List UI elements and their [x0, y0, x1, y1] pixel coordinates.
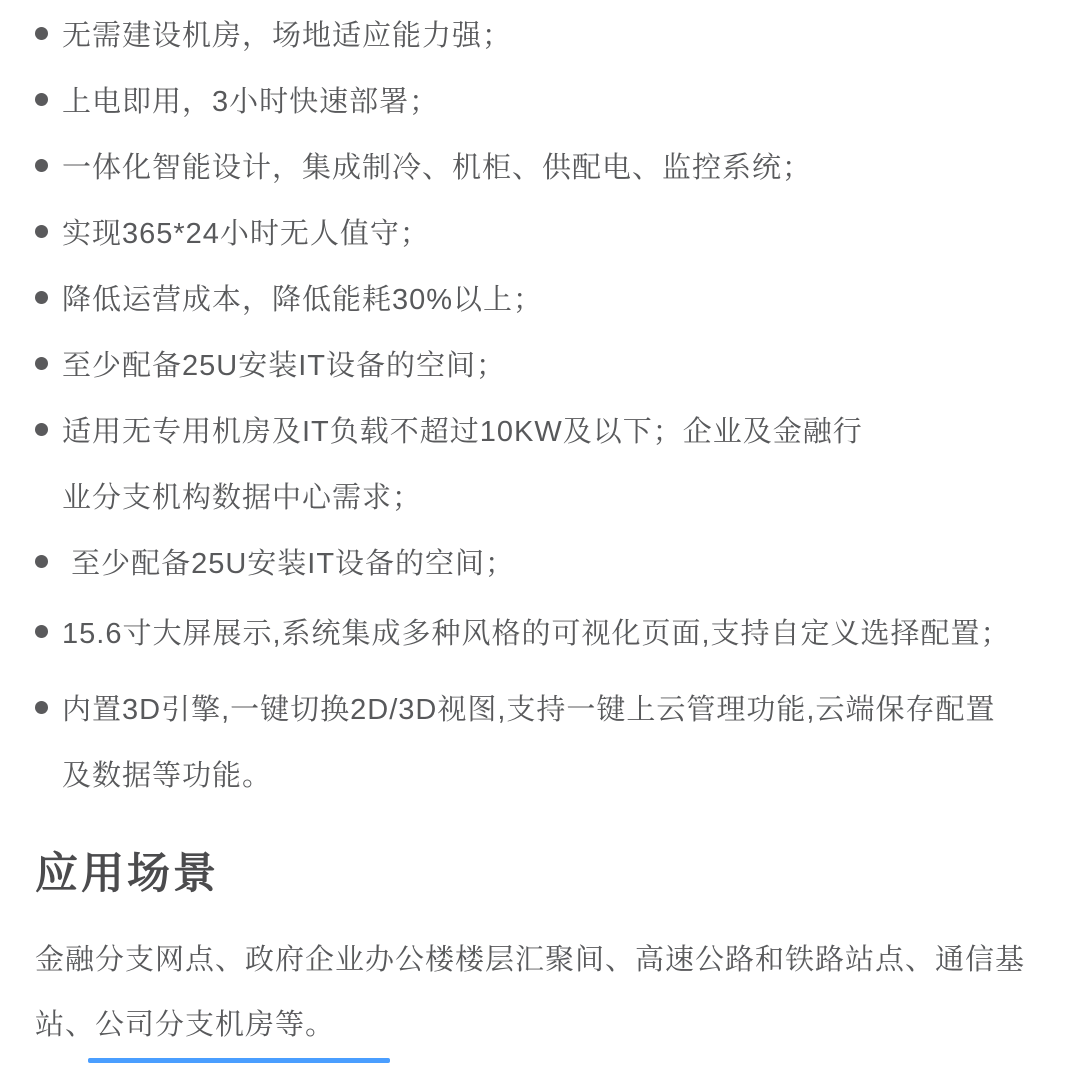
bullet-icon [35, 93, 48, 106]
feature-item [35, 674, 1060, 806]
feature-item [35, 396, 1060, 528]
feature-text: 业分支机构数据中心需求； [62, 481, 423, 514]
bullet-icon [35, 225, 48, 238]
section-title-application-scenarios: 应用场景 [35, 850, 219, 898]
bottom-accent-bar [88, 1058, 390, 1063]
feature-text: 实现365*24小时无人值守； [62, 217, 430, 250]
feature-line [35, 66, 1060, 132]
application-scenarios-paragraph [35, 928, 1060, 1058]
feature-text: 及数据等功能。 [62, 759, 273, 792]
feature-line [35, 198, 1060, 264]
bullet-icon [35, 357, 48, 370]
feature-text: 适用无专用机房及IT负载不超过10KW及以下；企业及金融行 [62, 415, 863, 448]
feature-text: 一体化智能设计，集成制冷、机柜、供配电、监控系统； [62, 151, 813, 184]
feature-text: 无需建设机房，场地适应能力强； [62, 19, 513, 52]
bullet-icon [35, 701, 48, 714]
bullet-icon [35, 423, 48, 436]
feature-text: 内置3D引擎,一键切换2D/3D视图,支持一键上云管理功能,云端保存配置 [62, 693, 996, 726]
feature-line [35, 396, 1060, 462]
feature-list [35, 0, 1060, 806]
feature-text: 上电即用，3小时快速部署； [62, 85, 440, 118]
feature-item [35, 132, 1060, 198]
feature-text: 至少配备25U安装IT设备的空间； [62, 349, 506, 382]
feature-line [35, 330, 1060, 396]
bullet-icon [35, 159, 48, 172]
feature-line [35, 0, 1060, 66]
paragraph-line: 金融分支网点、政府企业办公楼楼层汇聚间、高速公路和铁路站点、通信基 [35, 944, 1026, 976]
paragraph-line: 站、公司分支机房等。 [35, 1009, 336, 1041]
feature-line [35, 132, 1060, 198]
feature-item [35, 598, 1060, 664]
feature-line-wrap [35, 462, 1060, 528]
feature-item [35, 0, 1060, 66]
feature-line [35, 528, 1060, 594]
feature-line [35, 674, 1060, 740]
bullet-icon [35, 291, 48, 304]
feature-text: 15.6寸大屏展示,系统集成多种风格的可视化页面,支持自定义选择配置； [62, 617, 1011, 650]
feature-line-wrap [35, 740, 1060, 806]
feature-line [35, 598, 1060, 664]
feature-item [35, 198, 1060, 264]
feature-item [35, 264, 1060, 330]
bullet-icon [35, 27, 48, 40]
feature-text: 降低运营成本，降低能耗30%以上； [62, 283, 544, 316]
feature-item [35, 66, 1060, 132]
bullet-icon [35, 555, 48, 568]
bullet-icon [35, 625, 48, 638]
feature-item [35, 330, 1060, 396]
feature-text: 至少配备25U安装IT设备的空间； [62, 547, 516, 580]
feature-line [35, 264, 1060, 330]
feature-item [35, 528, 1060, 594]
